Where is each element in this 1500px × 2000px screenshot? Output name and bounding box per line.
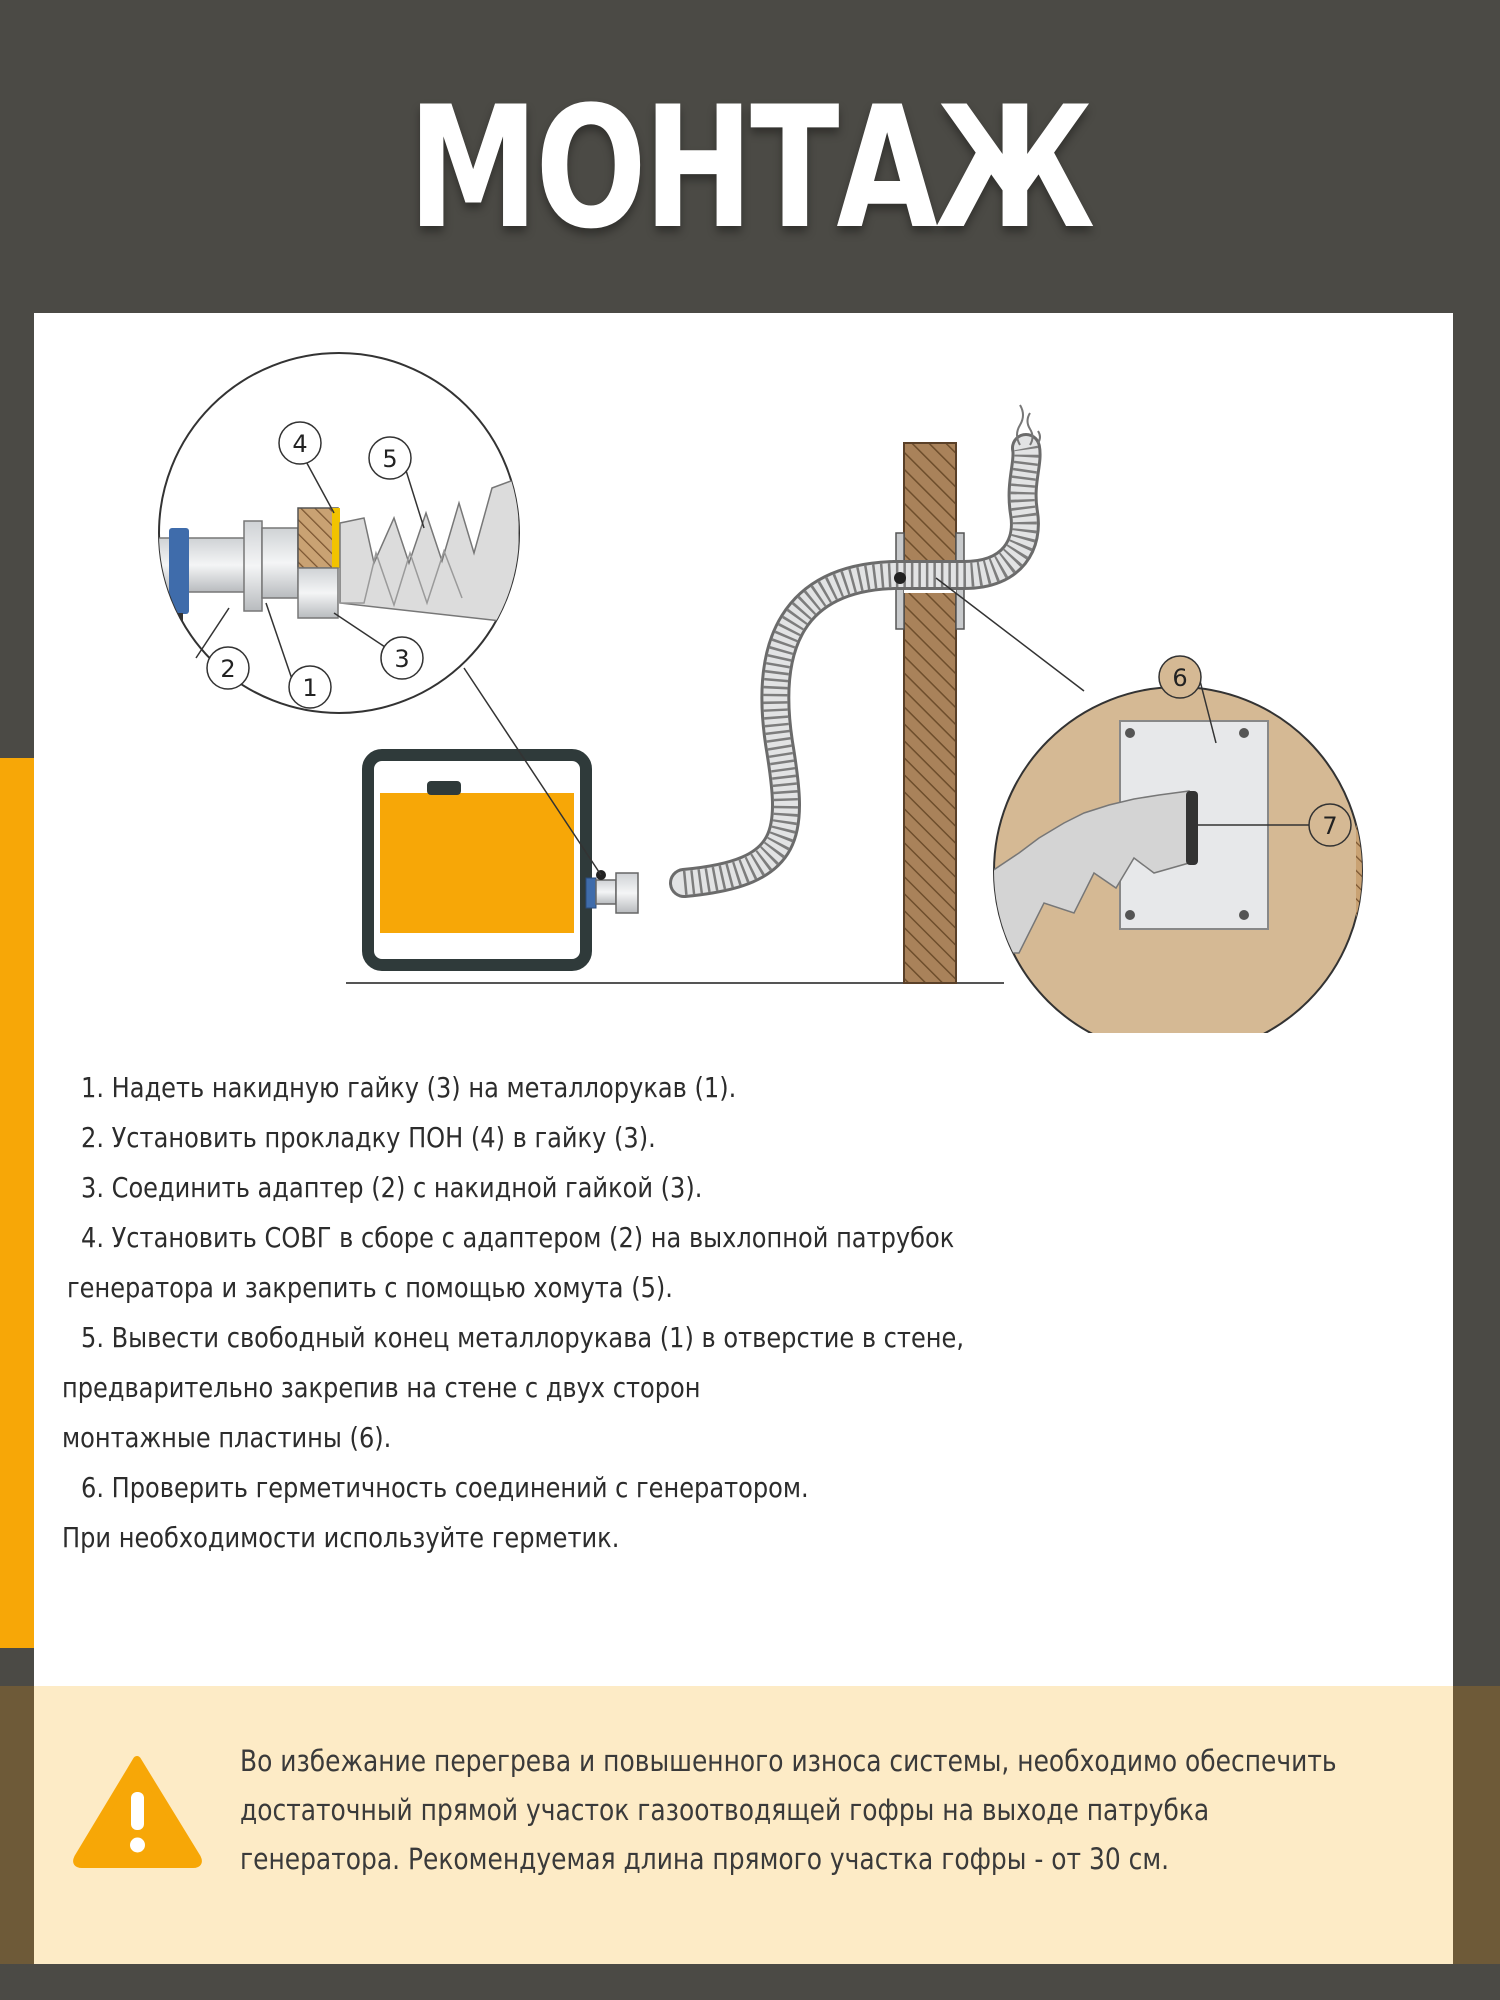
- svg-text:7: 7: [1322, 812, 1338, 840]
- svg-text:6: 6: [1172, 664, 1188, 692]
- step-2: 2. Установить прокладку ПОН (4) в гайку (3).: [81, 1121, 656, 1154]
- step-4: 4. Установить СОВГ в сборе с адаптером (2) на выхлопной патрубок: [81, 1221, 955, 1254]
- page-title: МОНТАЖ: [408, 70, 1092, 266]
- warning-line-1: Во избежание перегрева и повышенного износа системы, необходимо обеспечить: [240, 1744, 1337, 1778]
- svg-text:4: 4: [292, 430, 308, 458]
- orange-accent-strip: [0, 758, 36, 1648]
- svg-text:1: 1: [302, 674, 318, 702]
- installation-steps: [34, 313, 1453, 1554]
- step-4-continuation: генератора и закрепить с помощью хомута (5).: [67, 1271, 673, 1304]
- step-5-continuation-2: монтажные пластины (6).: [62, 1421, 392, 1454]
- warning-line-2: достаточный прямой участок газоотводящей гофры на выходе патрубка: [240, 1793, 1210, 1827]
- svg-text:5: 5: [382, 445, 398, 473]
- bottom-bar: [0, 1964, 1500, 2000]
- step-5-continuation: предварительно закрепив на стене с двух сторон: [62, 1371, 701, 1404]
- warning-text: [240, 1737, 1440, 1884]
- step-6-continuation: При необходимости используйте герметик.: [62, 1521, 620, 1554]
- warning-triangle-icon: [70, 1750, 205, 1870]
- step-1: 1. Надеть накидную гайку (3) на металлорукав (1).: [81, 1071, 737, 1104]
- step-6: 6. Проверить герметичность соединений с генератором.: [81, 1471, 809, 1504]
- svg-text:3: 3: [394, 645, 410, 673]
- warning-line-3: генератора. Рекомендуемая длина прямого участка гофры - от 30 см.: [240, 1842, 1170, 1876]
- step-5: 5. Вывести свободный конец металлорукава (1) в отверстие в стене,: [81, 1321, 964, 1354]
- svg-text:2: 2: [220, 655, 236, 683]
- step-3: 3. Соединить адаптер (2) с накидной гайкой (3).: [81, 1171, 703, 1204]
